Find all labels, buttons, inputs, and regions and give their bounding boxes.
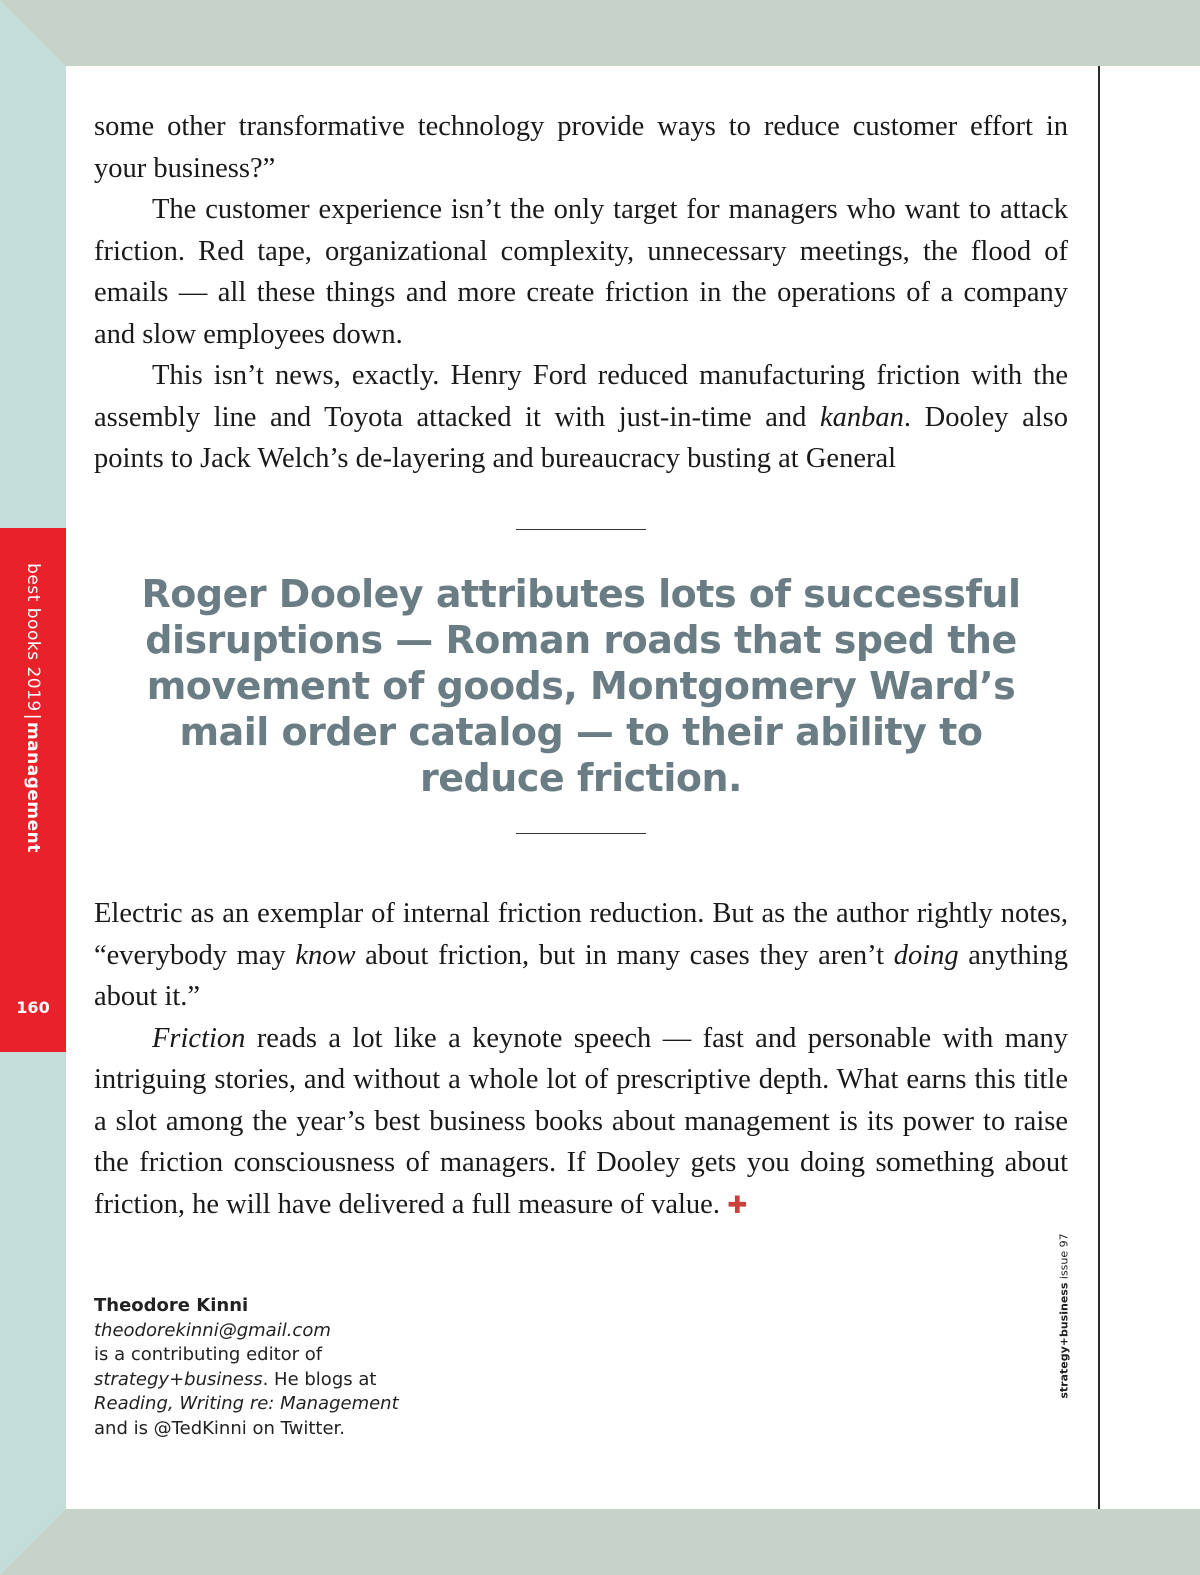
masthead-name: strategy+business bbox=[1057, 1282, 1071, 1399]
author-email[interactable]: theodorekinni@gmail.com bbox=[94, 1319, 331, 1341]
pull-quote: Roger Dooley attributes lots of successful disruptions — Roman roads that sped the movement of goods, Montgomery Ward’s mail order catalog — to their ability to reduce friction. bbox=[141, 572, 1021, 800]
bio-line-3: and is @TedKinni on Twitter. bbox=[94, 1417, 346, 1439]
bio-publication: strategy+business bbox=[94, 1368, 263, 1390]
masthead-footer bbox=[1058, 1233, 1071, 1398]
right-margin-rule bbox=[1098, 66, 1100, 1509]
bio-line-2: . He blogs at bbox=[262, 1368, 377, 1390]
section-name: management bbox=[23, 721, 43, 853]
author-bio bbox=[94, 1294, 494, 1441]
author-name: Theodore Kinni bbox=[94, 1295, 249, 1316]
page-number: 160 bbox=[16, 998, 50, 1017]
pull-quote-rule-bottom bbox=[516, 833, 646, 834]
section-separator: | bbox=[23, 713, 43, 720]
paragraph-4-text-c: anything about it.” bbox=[94, 939, 1068, 1012]
frame-corner-top bbox=[0, 0, 66, 66]
end-mark-icon: ✚ bbox=[727, 1190, 748, 1219]
book-title-friction: Friction bbox=[152, 1022, 246, 1054]
frame-corner-bottom bbox=[0, 1509, 66, 1575]
paragraph-5 bbox=[94, 1018, 1068, 1227]
paragraph-2: The customer experience isn’t the only target for managers who want to attack friction. Red tape, organizational complexity, unnecessary meetings, the flood of emails — all these things and more create friction in the operations of a company and slow employees down. bbox=[94, 194, 1068, 350]
bio-line-1: is a contributing editor of bbox=[94, 1344, 323, 1365]
section-prefix: best books 2019 bbox=[23, 563, 43, 712]
paragraph-4-emphasis-doing: doing bbox=[893, 939, 959, 971]
body-text-bottom bbox=[94, 893, 1068, 1226]
paragraph-1: some other transformative technology provide ways to reduce customer effort in your business?” bbox=[94, 111, 1068, 184]
paragraph-4-text-b: about friction, but in many cases they aren’t bbox=[355, 939, 894, 971]
body-text-top bbox=[94, 106, 1068, 480]
paragraph-3-emphasis: kanban bbox=[820, 401, 904, 433]
frame-bottom-band bbox=[0, 1509, 1200, 1575]
page bbox=[66, 66, 1200, 1509]
paragraph-5-text: reads a lot like a keynote speech — fast and personable with many intriguing stories, and without a whole lot of prescriptive depth. What earns this title a slot among the year’s best business books about management is its power to raise the friction consciousness of managers. If Dooley gets you doing something about friction, he will have delivered a full measure of value. bbox=[94, 1022, 1068, 1220]
paragraph-3-text-a: This isn’t news, exactly. Henry Ford reduced manufacturing friction with the assembly line and Toyota attacked it with just-in-time and bbox=[94, 360, 1068, 433]
masthead-issue: issue 97 bbox=[1057, 1233, 1071, 1280]
pull-quote-rule-top bbox=[516, 529, 646, 530]
paragraph-3 bbox=[94, 355, 1068, 480]
paragraph-3-text-b: . Dooley also points to Jack Welch’s de-layering and bureaucracy busting at General bbox=[94, 401, 1069, 474]
paragraph-4-text-a: Electric as an exemplar of internal friction reduction. But as the author rightly notes, “everybody may bbox=[94, 898, 1068, 971]
paragraph-4 bbox=[94, 893, 1068, 1018]
section-tab-label bbox=[23, 563, 43, 853]
paragraph-4-emphasis-know: know bbox=[295, 939, 356, 971]
bio-blog-name: Reading, Writing re: Management bbox=[94, 1393, 399, 1414]
frame-top-band bbox=[0, 0, 1200, 66]
